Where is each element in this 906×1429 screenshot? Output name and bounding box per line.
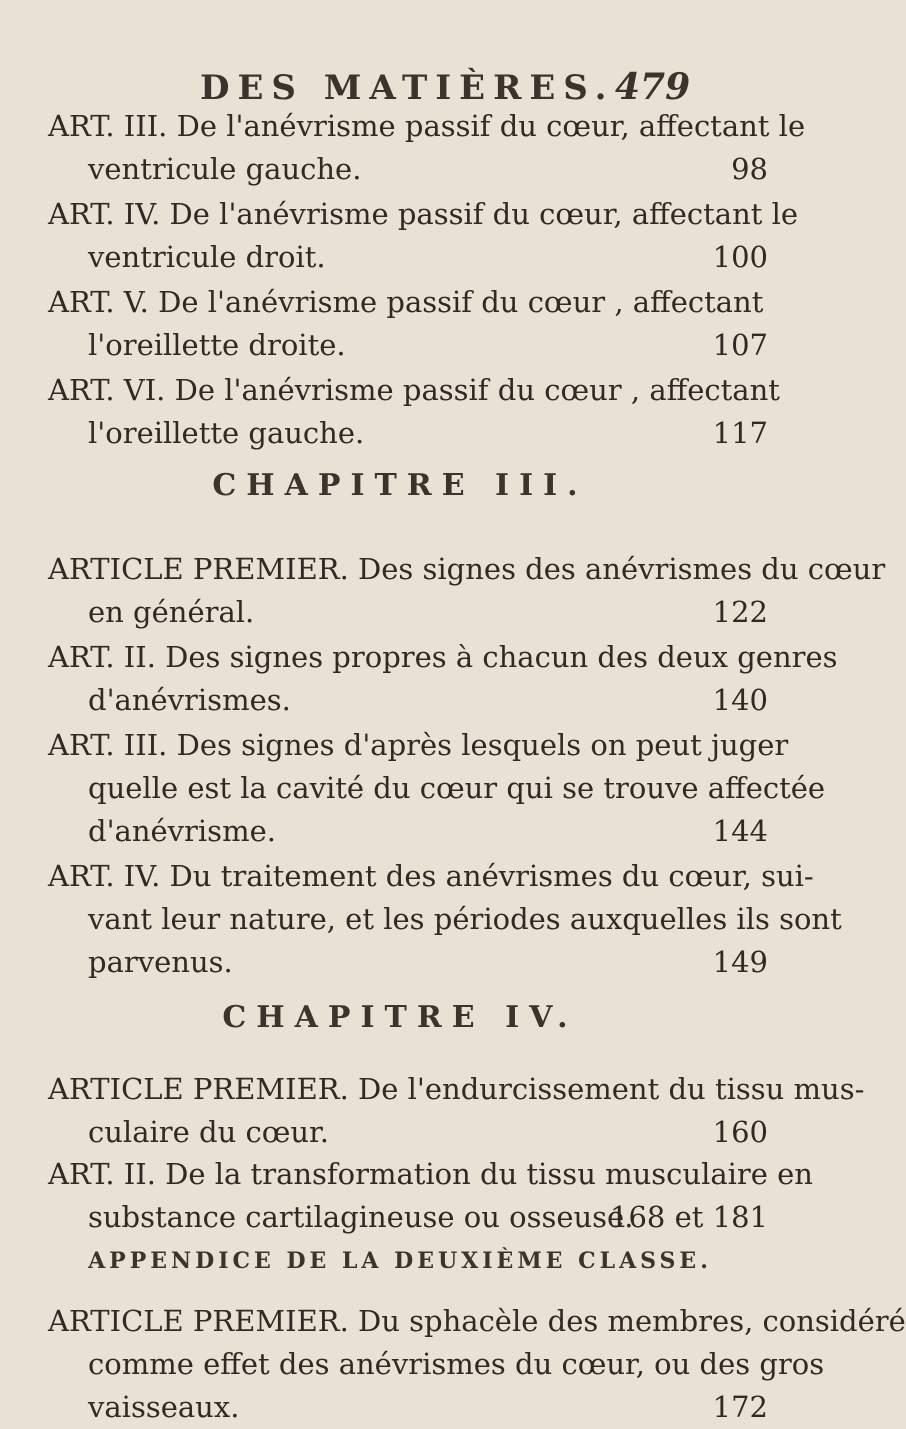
- appendix-heading: APPENDICE DE LA DEUXIÈME CLASSE.: [88, 1248, 712, 1274]
- entry-line: ventricule droit.: [88, 240, 326, 274]
- chapter-heading: CHAPITRE III.: [212, 468, 588, 503]
- toc-entry: [48, 548, 886, 634]
- entry-page-number: 140: [712, 683, 768, 717]
- entry-line: ventricule gauche.: [88, 152, 362, 186]
- toc-entry: [48, 1153, 813, 1239]
- entry-line: ART. V. De l'anévrisme passif du cœur , affectant: [48, 285, 764, 319]
- toc-entry: [48, 724, 826, 853]
- entry-line: d'anévrismes.: [88, 683, 291, 717]
- entry-line: vant leur nature, et les périodes auxquelles ils sont: [88, 902, 842, 936]
- entry-line: ART. II. De la transformation du tissu musculaire en: [48, 1157, 813, 1191]
- entry-page-number: 172: [712, 1390, 768, 1424]
- entry-line: ART. III. Des signes d'après lesquels on peut juger: [48, 728, 789, 762]
- entry-page-number: 168 et 181: [610, 1200, 768, 1234]
- entry-line: l'oreillette droite.: [88, 328, 346, 362]
- entry-line: ARTICLE PREMIER. De l'endurcissement du tissu mus-: [48, 1072, 865, 1106]
- entry-line: ART. III. De l'anévrisme passif du cœur, affectant le: [48, 109, 806, 143]
- toc-entry: [48, 193, 799, 279]
- entry-line: culaire du cœur.: [88, 1115, 329, 1149]
- entry-line: substance cartilagineuse ou osseuse.: [88, 1200, 634, 1234]
- entry-line: quelle est la cavité du cœur qui se trouve affectée: [88, 771, 826, 805]
- entry-page-number: 107: [712, 328, 768, 362]
- entry-line: ARTICLE PREMIER. Des signes des anévrismes du cœur: [48, 552, 886, 586]
- entry-line: vaisseaux.: [88, 1390, 240, 1424]
- entry-line: l'oreillette gauche.: [88, 416, 365, 450]
- toc-entry: [48, 369, 780, 455]
- entry-line: ART. VI. De l'anévrisme passif du cœur , affectant: [48, 373, 780, 407]
- entry-line: comme effet des anévrismes du cœur, ou des gros: [88, 1347, 825, 1381]
- entry-page-number: 100: [712, 240, 768, 274]
- entry-page-number: 98: [731, 152, 768, 186]
- page-number: 479: [615, 66, 691, 108]
- entry-page-number: 144: [712, 814, 768, 848]
- entry-page-number: 149: [712, 945, 768, 979]
- entry-line: ART. IV. De l'anévrisme passif du cœur, affectant le: [48, 197, 799, 231]
- entry-line: d'anévrisme.: [88, 814, 276, 848]
- entry-line: ART. II. Des signes propres à chacun des deux genres: [48, 640, 838, 674]
- toc-entry: [48, 855, 842, 984]
- chapter-heading: CHAPITRE IV.: [222, 1000, 578, 1035]
- running-title: DES MATIÈRES.: [200, 68, 615, 108]
- toc-entry: [48, 636, 838, 722]
- toc-entry: [48, 105, 806, 191]
- entry-page-number: 160: [712, 1115, 768, 1149]
- toc-entry: [48, 1068, 865, 1154]
- toc-entry: [48, 281, 768, 367]
- entry-line: en général.: [88, 595, 255, 629]
- entry-line: ARTICLE PREMIER. Du sphacèle des membres, considéré: [48, 1304, 906, 1338]
- entry-line: ART. IV. Du traitement des anévrismes du cœur, sui-: [48, 859, 814, 893]
- toc-entry: [48, 1300, 906, 1429]
- entry-page-number: 122: [712, 595, 768, 629]
- entry-page-number: 117: [712, 416, 768, 450]
- entry-line: parvenus.: [88, 945, 233, 979]
